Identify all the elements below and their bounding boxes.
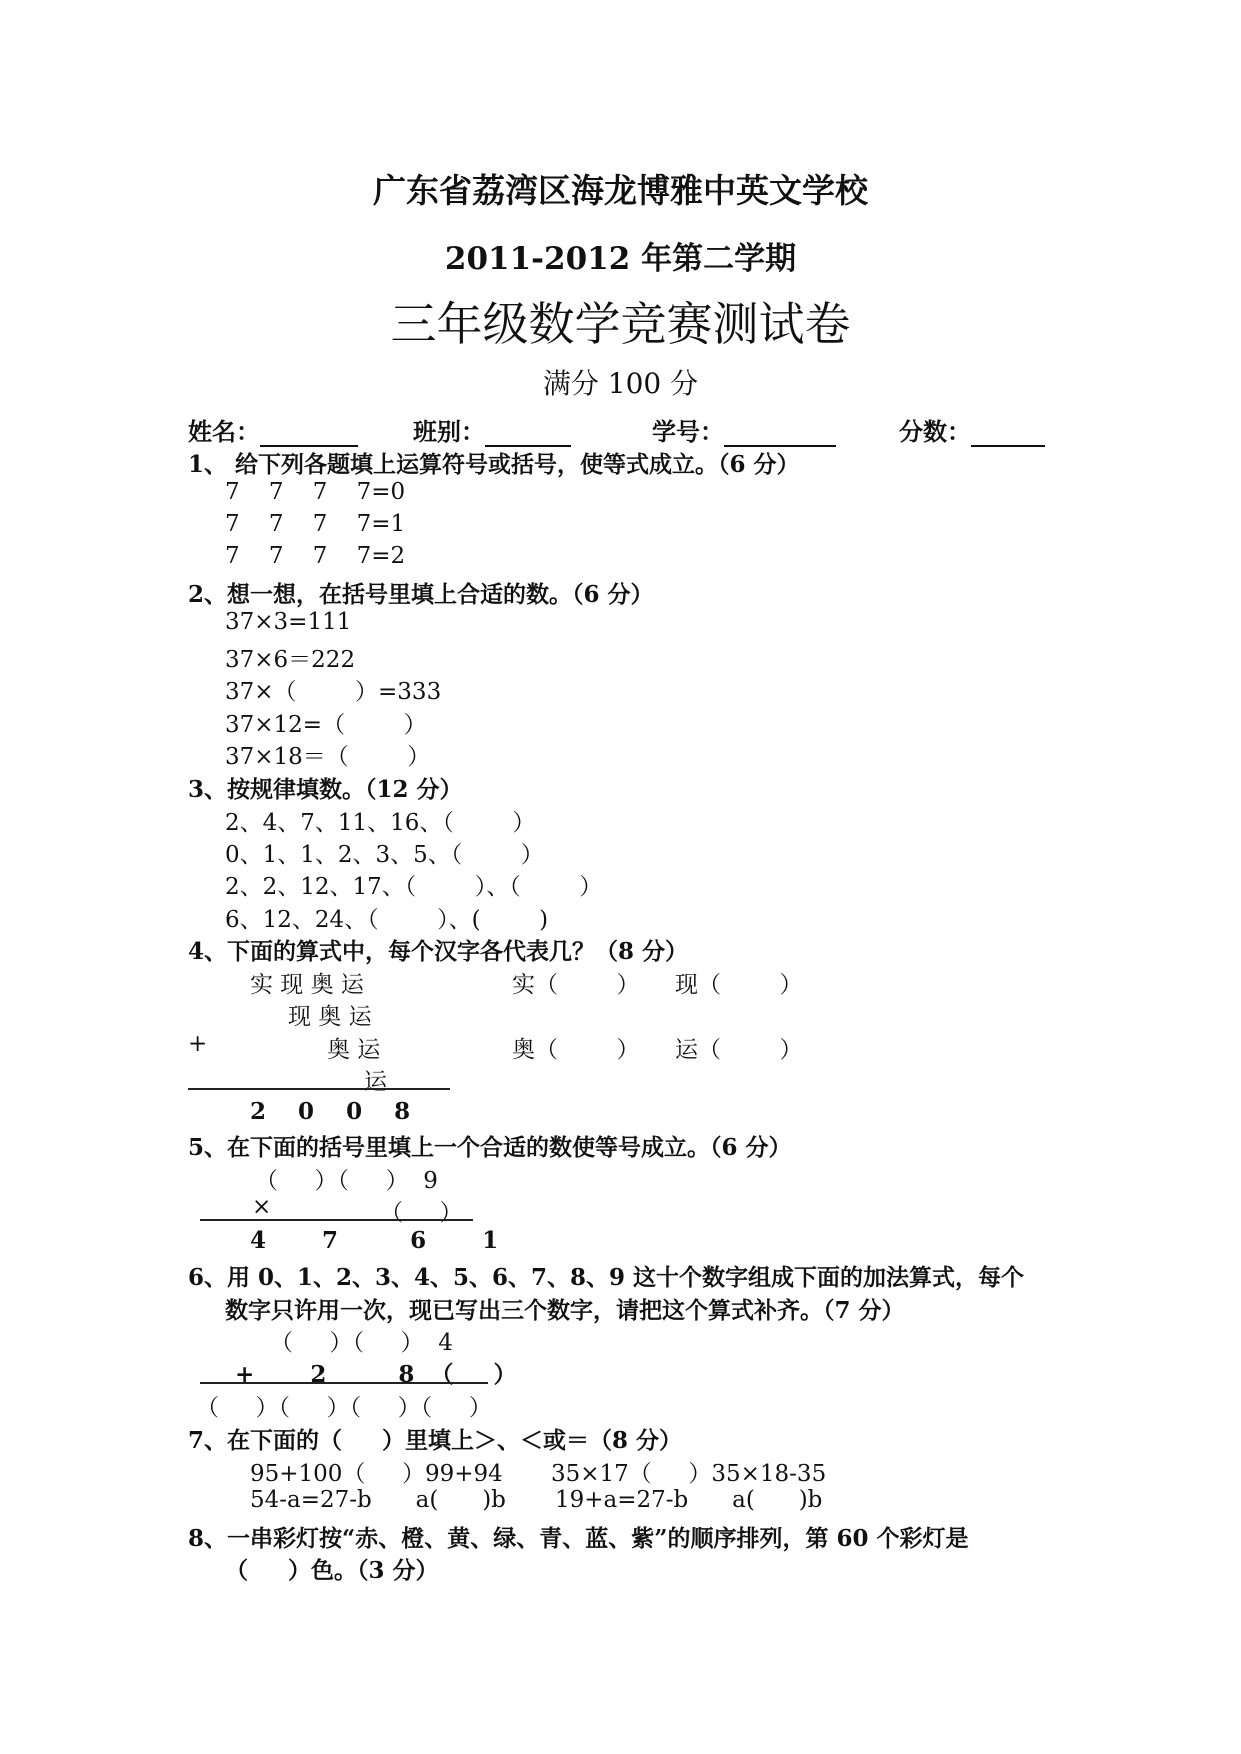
q5-row2: （ ）	[380, 1200, 463, 1226]
q4-row1: 实 现 奥 运	[250, 972, 364, 998]
q3-title: 3、按规律填数。（12 分）	[188, 776, 463, 803]
class-label: 班别：	[413, 417, 485, 446]
q6-title-line2: 数字只许用一次，现已写出三个数字，请把这个算式补齐。（7 分）	[225, 1297, 905, 1324]
q2-line: 37×（ ）=333	[225, 679, 442, 705]
term-title: 2011-2012 年第二学期	[444, 241, 797, 277]
q2-line: 37×6＝222	[225, 647, 356, 673]
score-label: 分数：	[899, 417, 971, 446]
number-field[interactable]	[652, 412, 836, 447]
name-field[interactable]	[188, 412, 358, 447]
q6-sum: （ ）（ ）（ ）（ ）	[196, 1395, 492, 1421]
q6-row1: （ ）（ ） 4	[270, 1330, 453, 1356]
q6-row2: + 2 8 （ ）	[235, 1361, 517, 1388]
q8-title-line2: （ ）色。（3 分）	[225, 1557, 439, 1584]
q1-line: 7 7 7 7=2	[225, 543, 406, 569]
q6-title: 6、用 0、1、2、3、4、5、6、7、8、9 这十个数字组成下面的加法算式，每个	[188, 1264, 1025, 1291]
q2-line: 37×12=（ ）	[225, 712, 427, 738]
name-blank[interactable]	[260, 421, 358, 447]
q1-line: 7 7 7 7=0	[225, 479, 406, 505]
q4-plus-sign: +	[188, 1031, 208, 1057]
number-blank[interactable]	[724, 421, 836, 447]
paper-title: 三年级数学竞赛测试卷	[390, 297, 851, 351]
q3-line: 6、12、24、（ ）、( )	[225, 907, 549, 933]
q1-title: 1、 给下列各题填上运算符号或括号，使等式成立。（6 分）	[188, 451, 800, 478]
q5-title: 5、在下面的括号里填上一个合适的数使等号成立。（6 分）	[188, 1134, 792, 1161]
q4-answer-ao: 奥（ ）	[512, 1037, 640, 1063]
q7-item-b: 35×17（ ）35×18-35	[551, 1461, 827, 1487]
q2-title: 2、想一想，在括号里填上合适的数。（6 分）	[188, 581, 654, 608]
q2-line: 37×18＝（ ）	[225, 744, 431, 770]
q3-line: 0、1、1、2、3、5、（ ）	[225, 842, 544, 868]
class-blank[interactable]	[485, 421, 571, 447]
school-name: 广东省荔湾区海龙博雅中英文学校	[373, 171, 868, 210]
q5-times-sign: ×	[252, 1194, 272, 1220]
q4-answer-shi: 实（ ）	[512, 972, 640, 998]
q4-row4: 运	[364, 1069, 387, 1095]
q8-title: 8、一串彩灯按“赤、橙、黄、绿、青、蓝、紫”的顺序排列，第 60 个彩灯是	[188, 1525, 969, 1552]
q4-row2: 现 奥 运	[288, 1004, 372, 1030]
q2-line: 37×3=111	[225, 609, 352, 635]
score-blank[interactable]	[971, 421, 1045, 447]
q3-line: 2、4、7、11、16、（ ）	[225, 810, 536, 836]
q7-item-c: 54-a=27-b a( )b	[250, 1487, 506, 1513]
q5-row1: （ ）（ ） 9	[255, 1168, 438, 1194]
q4-answer-yun: 运（ ）	[675, 1037, 803, 1063]
q1-line: 7 7 7 7=1	[225, 511, 406, 537]
q4-sum: 2 0 0 8	[250, 1098, 411, 1125]
q7-item-a: 95+100（ ）99+94	[250, 1461, 503, 1487]
q7-item-d: 19+a=27-b a( )b	[555, 1487, 823, 1513]
full-score: 满分 100 分	[542, 367, 699, 400]
q4-title: 4、下面的算式中，每个汉字各代表几？（8 分）	[188, 938, 689, 965]
q5-product: 4 7 6 1	[250, 1227, 499, 1254]
q7-title: 7、在下面的（ ）里填上＞、＜或＝（8 分）	[188, 1427, 683, 1454]
q4-row3: 奥 运	[327, 1037, 381, 1063]
q5-product-rule	[200, 1219, 473, 1221]
name-label: 姓名：	[188, 417, 260, 446]
score-field[interactable]	[899, 412, 1045, 447]
q4-answer-xian: 现（ ）	[675, 972, 803, 998]
class-field[interactable]	[413, 412, 571, 447]
number-label: 学号：	[652, 417, 724, 446]
q6-sum-rule	[200, 1382, 488, 1384]
q4-sum-rule	[188, 1088, 450, 1090]
q3-line: 2、2、12、17、（ ）、（ ）	[225, 874, 603, 900]
